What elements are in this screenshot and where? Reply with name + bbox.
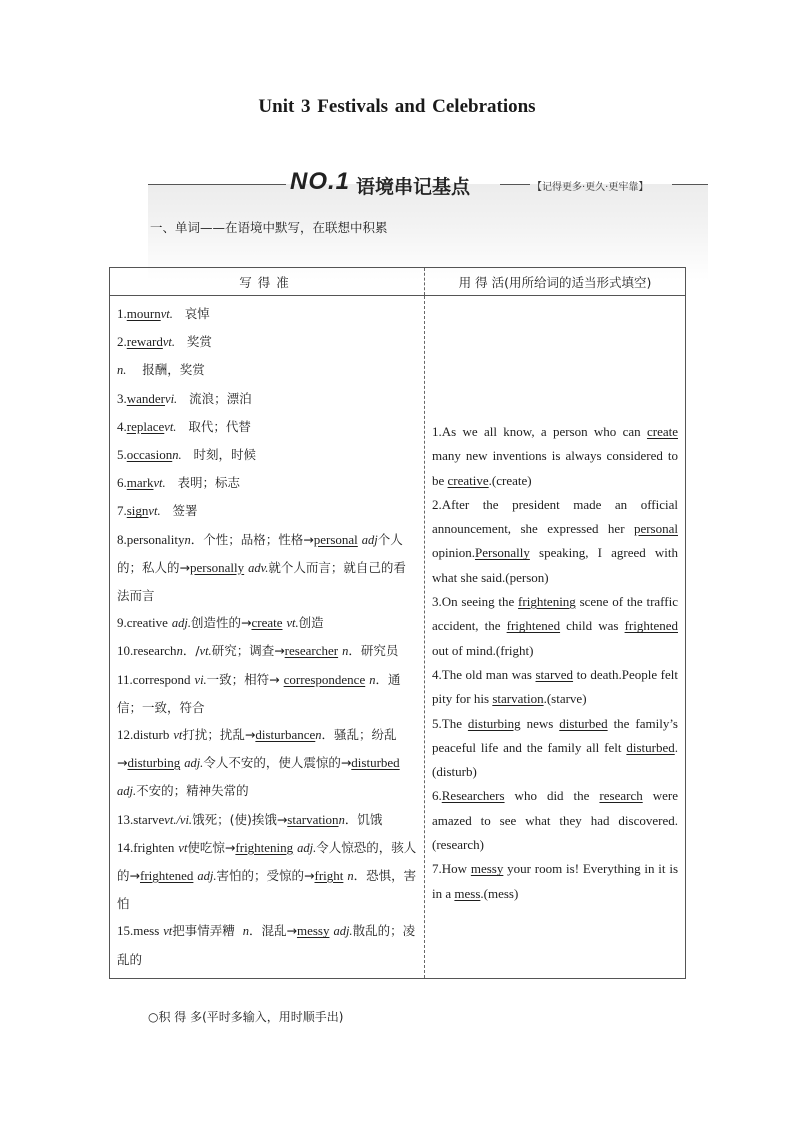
section-heading: 一、单词——在语境中默写，在联想中积累 xyxy=(150,220,388,235)
footer-note: ○积 得 多(平时多输入，用时顺手出) xyxy=(148,1010,344,1024)
table-body-row xyxy=(110,296,686,979)
word-entry-12: 12.disturb vt打扰；扰乱→disturbancen．骚乱；纷乱→disturbing adj.令人不安的，使人震惊的→disturbed adj.不安的；精神失常的 xyxy=(117,727,400,799)
word-entry-3: 3.wandervi. 流浪；漂泊 xyxy=(117,390,252,406)
right-column-header: 用 得 活(用所给词的适当形式填空) xyxy=(425,268,686,296)
word-entry-15: 15.mess vt把事情弄糟 n．混乱→messy adj.散乱的；凌乱的 xyxy=(117,923,416,967)
exercise-sentence-1: 1.As we all know, a person who can create many new inventions is always considered to be creative.(create) xyxy=(432,424,678,488)
exercise-sentence-6: 6.Researchers who did the research were amazed to see what they had discovered.(research) xyxy=(432,788,678,853)
exercise-sentence-4: 4.The old man was starved to death.People felt pity for his starvation.(starve) xyxy=(432,666,679,707)
banner-rule-mid xyxy=(500,184,530,185)
exercise-list xyxy=(432,296,678,906)
exercise-cell xyxy=(425,296,686,979)
word-entry-11: 11.correspond vi.一致；相符→ correspondence n．通信；一致，符合 xyxy=(117,671,401,715)
exercise-sentence-7: 7.How messy your room is! Everything in it is in a mess.(mess) xyxy=(432,861,679,901)
word-entry-5: 5.occasionn. 时刻，时候 xyxy=(117,447,257,463)
exercise-sentence-5: 5.The disturbing news disturbed the family’s peaceful life and the family all felt disturbed.(disturb) xyxy=(432,715,678,780)
word-entry-2: 2.rewardvt. 奖赏 xyxy=(117,334,212,350)
table-header-row xyxy=(110,268,686,296)
section-badge: NO.1 xyxy=(290,168,351,195)
section-label: 语境串记基点 xyxy=(356,176,471,198)
word-entry-14: 14.frighten vt使吃惊→frightening adj.令人惊恐的，骇人的→frightened adj.害怕的；受惊的→fright n．恐惧，害怕 xyxy=(117,839,417,912)
exercise-sentence-2: 2.After the president made an official announcement, she expressed her personal opinion.Personally speaking, I agreed with what she said.(person) xyxy=(432,496,678,585)
word-entry-7: 7.signvt. 签署 xyxy=(117,503,198,519)
word-entry-1: 1.mournvt. 哀悼 xyxy=(117,306,210,321)
vocabulary-table xyxy=(109,267,686,979)
word-entry-6: 6.markvt. 表明；标志 xyxy=(117,475,241,491)
word-entry-8: 8.personalityn．个性；品格；性格→personal adj个人的；私人的→personally adv.就个人而言；就自己的看法而言 xyxy=(117,531,406,604)
word-list-cell xyxy=(110,296,425,979)
section-note: 【记得更多·更久·更牢靠】 xyxy=(532,182,649,193)
word-entry-2-noun: n. 报酬，奖赏 xyxy=(117,362,205,378)
exercise-sentence-3: 3.On seeing the frightening scene of the traffic accident, the frightened child was frightened out of mind.(fright) xyxy=(432,594,678,658)
word-entry-4: 4.replacevt. 取代；代替 xyxy=(117,418,251,434)
page-title: Unit 3 Festivals and Celebrations xyxy=(258,96,536,117)
left-column-header: 写得准 xyxy=(110,268,425,296)
word-entry-9: 9.creative adj.创造性的→create vt.创造 xyxy=(117,615,324,631)
banner-rule-right xyxy=(672,184,708,185)
word-entry-13: 13.starvevt./vi.饿死；(使)挨饿→starvationn．饥饿 xyxy=(117,811,383,827)
word-entry-10: 10.researchn．/vt.研究；调查→researcher n．研究员 xyxy=(117,643,399,659)
banner-rule-left xyxy=(148,184,286,185)
